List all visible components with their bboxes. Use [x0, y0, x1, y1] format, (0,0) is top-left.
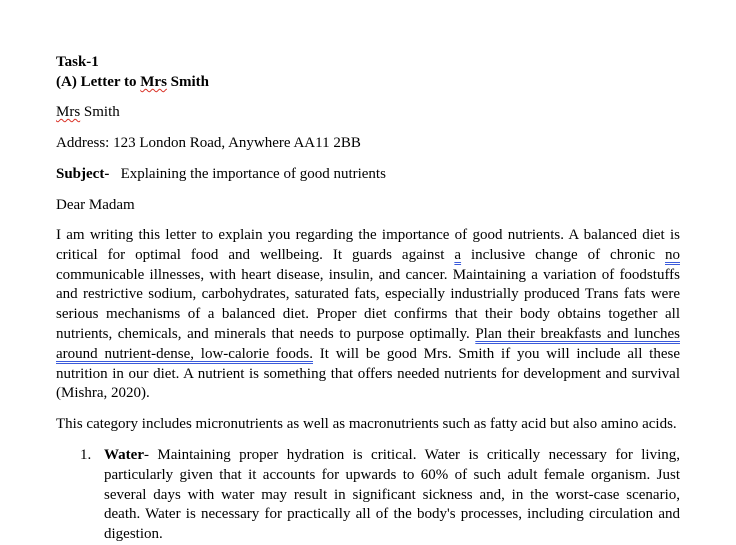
nutrient-list — [56, 446, 680, 545]
paragraph1-part2: inclusive change of chronic — [461, 246, 665, 263]
paragraph1-part3: communicable illnesses, with heart disease, insulin, and cancer. Maintaining a variation of foodstuffs and restrictive sodium, carbohydrates, saturated fats, especially industrially produced Trans fats were serious mechanisms of a balanced diet. Proper diet confirms that their body obtains together all nutrients, chemicals, and minerals that needs to purpose optimally. — [56, 266, 680, 342]
list-item-text: - Maintaining proper hydration is critical. Water is critically necessary for living, particularly given that it accounts for upwards to 60% of such adult female organism. Just several days with water may result in significant sickness and, in the worst-case scenario, death. Water is necessary for practically all of the body's processes, including circulation and digestion. — [104, 446, 680, 543]
task-title: Task-1 — [56, 54, 99, 70]
recipient-line — [56, 102, 680, 122]
paragraph1-part4: It will be good Mrs. Smith if you will include all these nutrition in our diet. A nutrient is something that offers needed nutrients for development and survival (Mishra, 2020). — [56, 345, 680, 402]
salutation: Dear Madam — [56, 197, 135, 213]
address-line: Address: 123 London Road, Anywhere AA11 2BB — [56, 135, 361, 151]
letter-heading — [56, 72, 680, 92]
letter-heading-name: Smith — [166, 74, 210, 90]
subject-label: Subject- — [56, 166, 110, 182]
recipient-name: Smith — [80, 104, 120, 120]
subject-text: Explaining the importance of good nutrients — [109, 166, 386, 182]
paragraph1-part1: I am writing this letter to explain you regarding the importance of good nutrients. A balanced diet is critical for optimal food and wellbeing. It guards against — [56, 227, 680, 263]
subject-line — [56, 164, 680, 184]
paragraph1-article: a — [454, 246, 462, 263]
body-paragraph-2: This category includes micronutrients as well as macronutrients such as fatty acid but also amino acids. — [56, 416, 677, 433]
letter-heading-prefix: (A) Letter to — [56, 74, 141, 90]
paragraph1-no-word: no — [665, 246, 680, 263]
list-item-title: Water — [104, 446, 144, 463]
list-item — [56, 446, 680, 545]
body-paragraph-1 — [56, 226, 680, 404]
letter-heading-mrs: Mrs — [140, 74, 167, 90]
recipient-mrs: Mrs — [56, 104, 81, 120]
document-page — [56, 52, 680, 545]
list-item-number: 1. — [80, 446, 92, 463]
paragraph1-underlined-sentence: Plan their breakfasts and lunches around nutrient-dense, low-calorie foods. — [56, 325, 680, 362]
